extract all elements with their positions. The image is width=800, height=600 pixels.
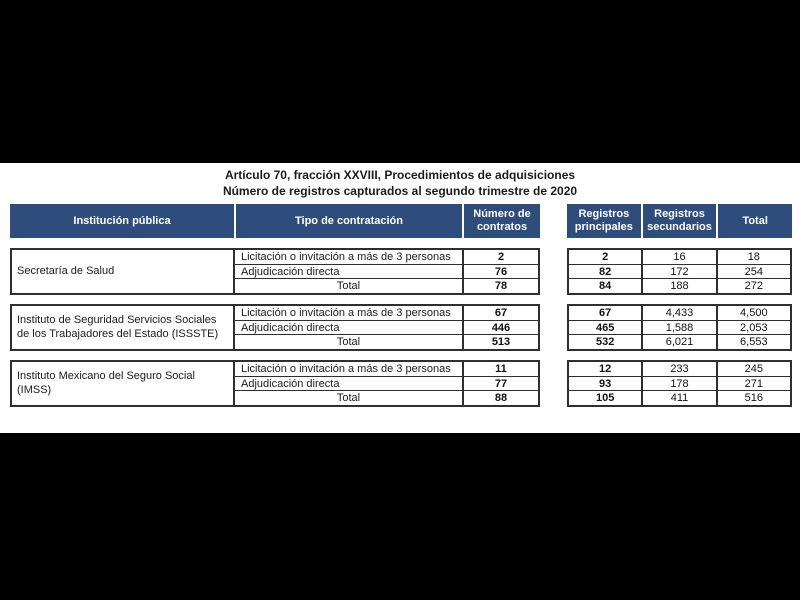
registros-principales-cell: 93 (569, 377, 643, 391)
table-row (235, 321, 538, 336)
table-row (569, 362, 790, 377)
column-header-registros-principales: Registros principales (567, 204, 641, 238)
contracts-table-header (10, 204, 540, 238)
table-row (235, 265, 538, 280)
column-header-institucion-publica: Institución pública (10, 204, 234, 238)
registros-block-imss (567, 360, 792, 407)
document-title (0, 168, 800, 199)
registros-block-issste (567, 304, 792, 351)
contracts-count-cell: 88 (494, 392, 508, 405)
column-header-numero-de-contratos: Número de contratos (464, 204, 540, 238)
document-title-line1: Artículo 70, fracción XXVIII, Procedimientos de adquisiciones (224, 168, 576, 182)
table-row (569, 377, 790, 392)
contracts-block-issste (10, 304, 540, 351)
registros-secundarios-cell: 411 (643, 391, 717, 405)
registros-block-salud (567, 248, 792, 295)
institution-cell: Instituto de Seguridad Servicios Sociales de los Trabajadores del Estado (ISSSTE) (12, 306, 235, 349)
contracts-block-salud (10, 248, 540, 295)
registros-secundarios-cell: 4,433 (643, 306, 717, 320)
column-header-total: Total (718, 204, 792, 238)
table-row-total (569, 335, 790, 349)
institution-cell: Secretaría de Salud (12, 250, 235, 293)
table-row (235, 250, 538, 265)
column-header-registros-secundarios: Registros secundarios (643, 204, 717, 238)
registros-total-cell: 6,553 (740, 336, 768, 349)
contracts-block-imss (10, 360, 540, 407)
contract-type-cell: Licitación o invitación a más de 3 personas (235, 250, 464, 264)
contracts-count-cell: 446 (491, 321, 511, 334)
registros-principales-cell: 2 (569, 250, 643, 264)
table-row-total (235, 335, 538, 349)
table-row (569, 306, 790, 321)
registros-secundarios-cell: 172 (643, 265, 717, 279)
contracts-count-cell: 77 (494, 377, 508, 390)
registros-total-cell: 4,500 (740, 306, 768, 319)
contract-type-total-cell: Total (235, 335, 464, 349)
registros-principales-cell: 82 (569, 265, 643, 279)
registros-secundarios-cell: 188 (643, 279, 717, 293)
table-row-total (569, 279, 790, 293)
registros-principales-cell: 532 (569, 335, 643, 349)
contract-type-cell: Licitación o invitación a más de 3 personas (235, 362, 464, 376)
registros-total-cell: 254 (744, 265, 763, 278)
contracts-count-cell: 2 (497, 250, 505, 263)
contract-type-total-cell: Total (235, 391, 464, 405)
registros-secundarios-cell: 1,588 (643, 321, 717, 335)
contract-type-cell: Adjudicación directa (235, 321, 464, 335)
contracts-count-cell: 11 (495, 362, 507, 375)
contracts-count-cell: 78 (494, 280, 508, 293)
registros-table-header (567, 204, 792, 238)
contract-type-cell: Adjudicación directa (235, 265, 464, 279)
registros-principales-cell: 67 (569, 306, 643, 320)
contracts-rows (235, 362, 538, 405)
registros-total-cell: 245 (744, 362, 763, 375)
table-row-total (235, 391, 538, 405)
table-row (569, 265, 790, 280)
registros-secundarios-cell: 178 (643, 377, 717, 391)
document-title-line2: Número de registros capturados al segundo trimestre de 2020 (222, 183, 578, 198)
table-row (235, 362, 538, 377)
registros-secundarios-cell: 233 (643, 362, 717, 376)
table-row (569, 250, 790, 265)
institution-cell: Instituto Mexicano del Seguro Social (IMSS) (12, 362, 235, 405)
contracts-count-cell: 513 (491, 336, 511, 349)
registros-principales-cell: 12 (569, 362, 643, 376)
column-header-tipo-de-contratacion: Tipo de contratación (236, 204, 462, 238)
contract-type-cell: Adjudicación directa (235, 377, 464, 391)
registros-secundarios-cell: 16 (643, 250, 717, 264)
registros-total-cell: 271 (744, 377, 763, 390)
registros-total-cell: 516 (744, 392, 763, 405)
registros-secundarios-cell: 6,021 (643, 335, 717, 349)
contract-type-cell: Licitación o invitación a más de 3 personas (235, 306, 464, 320)
contracts-count-cell: 67 (494, 306, 508, 319)
registros-total-cell: 272 (744, 280, 763, 293)
registros-principales-cell: 84 (569, 279, 643, 293)
document-page (0, 163, 800, 433)
contracts-rows (235, 306, 538, 349)
registros-principales-cell: 105 (569, 391, 643, 405)
table-row (235, 306, 538, 321)
table-row (235, 377, 538, 392)
table-row (569, 321, 790, 336)
contracts-count-cell: 76 (494, 265, 508, 278)
contract-type-total-cell: Total (235, 279, 464, 293)
contracts-rows (235, 250, 538, 293)
registros-total-cell: 18 (747, 250, 760, 263)
table-row-total (235, 279, 538, 293)
registros-total-cell: 2,053 (740, 321, 768, 334)
registros-principales-cell: 465 (569, 321, 643, 335)
table-row-total (569, 391, 790, 405)
